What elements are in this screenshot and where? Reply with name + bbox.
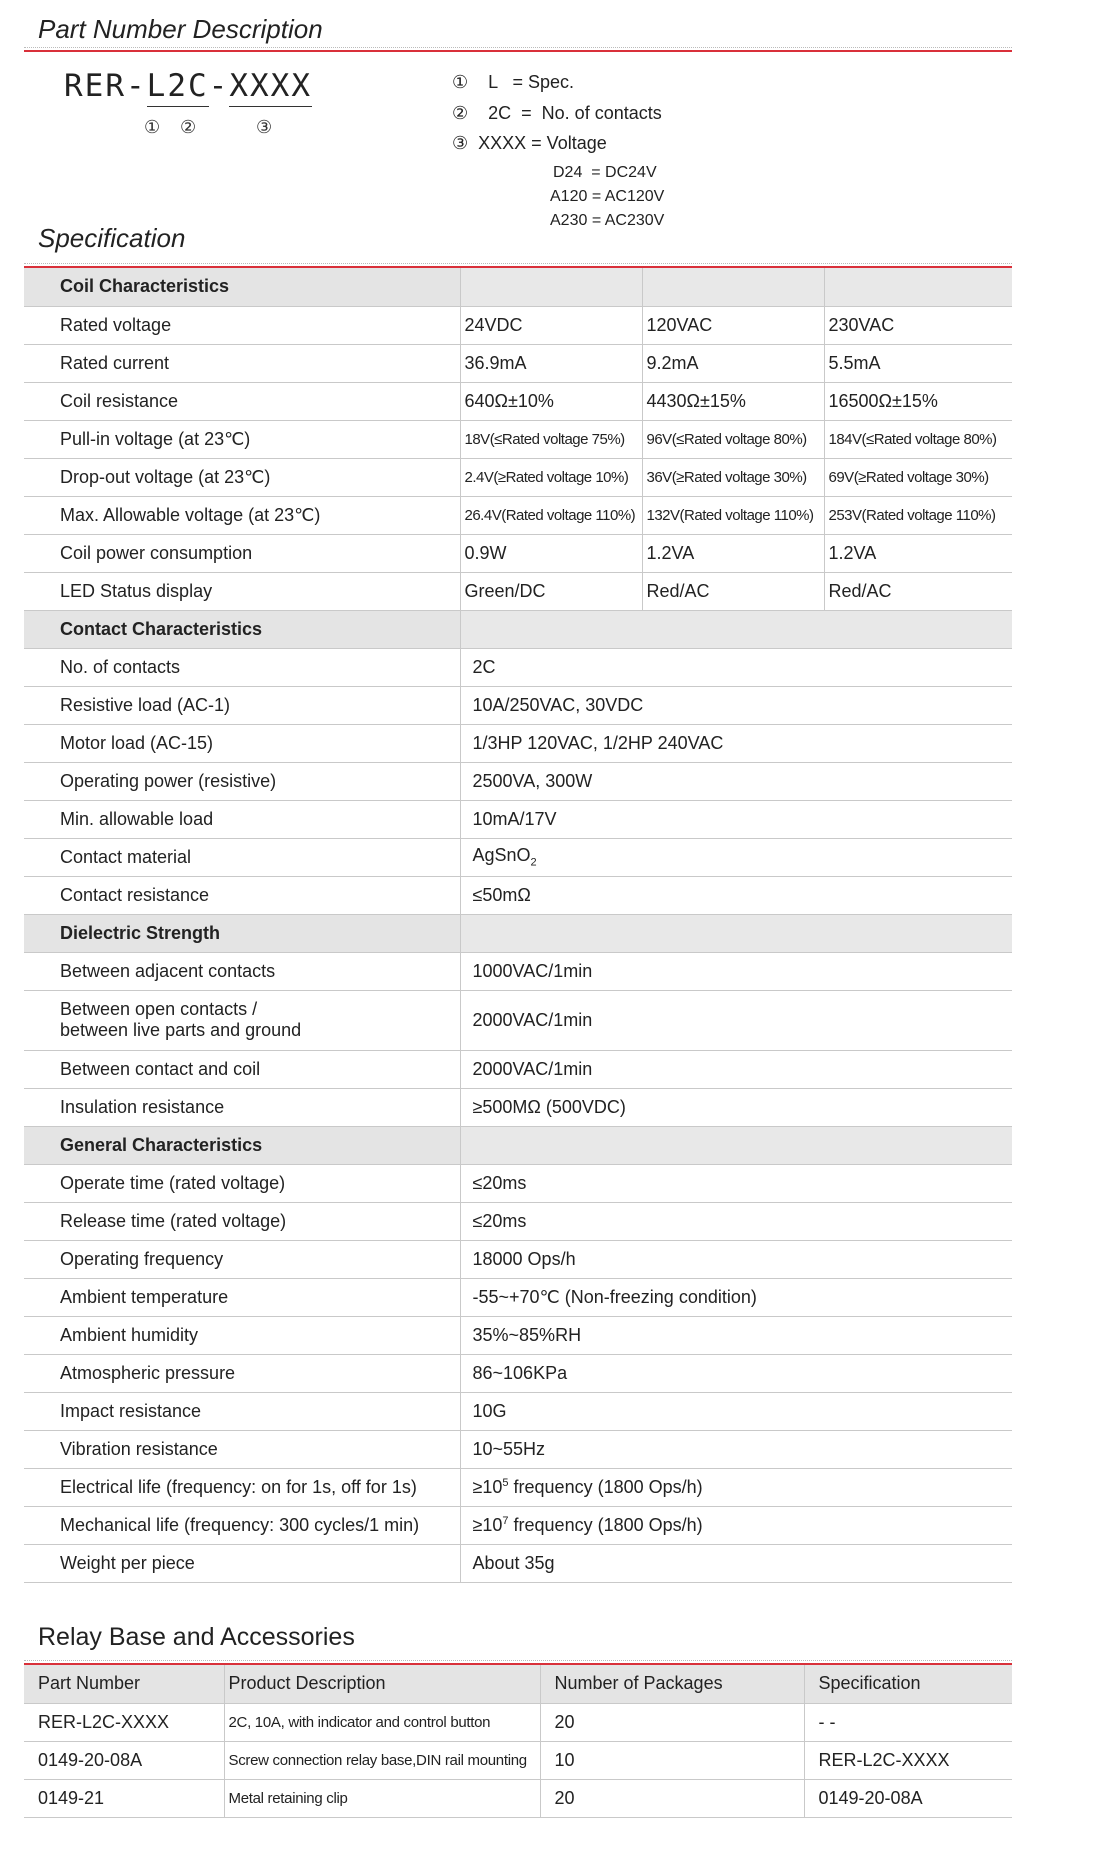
row-label: Between adjacent contacts bbox=[24, 952, 460, 990]
row-value: 10A/250VAC, 30VDC bbox=[460, 686, 1012, 724]
row-value: 10G bbox=[460, 1392, 1012, 1430]
row-label-line-1: Between open contacts / bbox=[60, 999, 258, 1019]
value-230vac: 5.5mA bbox=[824, 344, 1012, 382]
code-dash: - bbox=[208, 68, 230, 104]
row-label: Vibration resistance bbox=[24, 1430, 460, 1468]
row-value: 86~106KPa bbox=[460, 1354, 1012, 1392]
spec-row bbox=[24, 724, 1012, 762]
spec-row bbox=[24, 306, 1012, 344]
row-value: ≤50mΩ bbox=[460, 876, 1012, 914]
section-header: Coil Characteristics bbox=[24, 268, 460, 306]
row-label: Motor load (AC-15) bbox=[24, 724, 460, 762]
code-contacts: 2C bbox=[167, 68, 208, 107]
table-row bbox=[24, 1703, 1012, 1741]
section-contact bbox=[24, 610, 1012, 648]
row-value: 10mA/17V bbox=[460, 800, 1012, 838]
row-label: Contact material bbox=[24, 838, 460, 876]
spec-row bbox=[24, 420, 1012, 458]
col-specification: Specification bbox=[804, 1665, 1012, 1703]
section-general bbox=[24, 1126, 1012, 1164]
cell-part-number: RER-L2C-XXXX bbox=[24, 1703, 224, 1741]
value-230vac: 230VAC bbox=[824, 306, 1012, 344]
value-230vac: 184V(≤Rated voltage 80%) bbox=[824, 420, 1012, 458]
value-24vdc: Green/DC bbox=[460, 572, 642, 610]
table-row bbox=[24, 1779, 1012, 1817]
row-label: Electrical life (frequency: on for 1s, off for 1s) bbox=[24, 1468, 460, 1506]
row-value: About 35g bbox=[460, 1544, 1012, 1582]
spec-row bbox=[24, 1392, 1012, 1430]
row-value: 1000VAC/1min bbox=[460, 952, 1012, 990]
row-label-line-2: between live parts and ground bbox=[60, 1020, 302, 1040]
row-label: No. of contacts bbox=[24, 648, 460, 686]
row-label: Impact resistance bbox=[24, 1392, 460, 1430]
row-label: Resistive load (AC-1) bbox=[24, 686, 460, 724]
row-label: Operating frequency bbox=[24, 1240, 460, 1278]
spec-row bbox=[24, 458, 1012, 496]
value-230vac: 253V(Rated voltage 110%) bbox=[824, 496, 1012, 534]
row-label: Coil resistance bbox=[24, 382, 460, 420]
accessories-header-row bbox=[24, 1665, 1012, 1703]
value-120vac: 132V(Rated voltage 110%) bbox=[642, 496, 824, 534]
spec-row bbox=[24, 876, 1012, 914]
spec-row bbox=[24, 1088, 1012, 1126]
row-label: Min. allowable load bbox=[24, 800, 460, 838]
spec-row bbox=[24, 686, 1012, 724]
row-label: Insulation resistance bbox=[24, 1088, 460, 1126]
cell-packages: 10 bbox=[540, 1741, 804, 1779]
value-120vac: Red/AC bbox=[642, 572, 824, 610]
accessories-table bbox=[24, 1665, 1012, 1818]
spec-row bbox=[24, 1164, 1012, 1202]
specification-title: Specification bbox=[38, 223, 186, 253]
row-label: Pull-in voltage (at 23℃) bbox=[24, 420, 460, 458]
title-divider bbox=[24, 47, 1012, 52]
row-value bbox=[460, 838, 1012, 876]
cell-packages: 20 bbox=[540, 1779, 804, 1817]
row-label: Ambient temperature bbox=[24, 1278, 460, 1316]
row-label: Mechanical life (frequency: 300 cycles/1 min) bbox=[24, 1506, 460, 1544]
value-24vdc: 18V(≤Rated voltage 75%) bbox=[460, 420, 642, 458]
col-number-of-packages: Number of Packages bbox=[540, 1665, 804, 1703]
row-value: 2C bbox=[460, 648, 1012, 686]
cell-description: 2C, 10A, with indicator and control button bbox=[224, 1703, 540, 1741]
col-part-number: Part Number bbox=[24, 1665, 224, 1703]
cell-part-number: 0149-20-08A bbox=[24, 1741, 224, 1779]
row-label: Coil power consumption bbox=[24, 534, 460, 572]
row-value: 35%~85%RH bbox=[460, 1316, 1012, 1354]
cell-specification: RER-L2C-XXXX bbox=[804, 1741, 1012, 1779]
value-prefix: ≥10 bbox=[472, 1514, 503, 1535]
value-24vdc: 24VDC bbox=[460, 306, 642, 344]
section-header: Dielectric Strength bbox=[24, 914, 460, 952]
value-prefix: ≥10 bbox=[472, 1476, 503, 1497]
row-value: ≤20ms bbox=[460, 1164, 1012, 1202]
cell-description: Screw connection relay base,DIN rail mounting bbox=[224, 1741, 540, 1779]
spec-row bbox=[24, 762, 1012, 800]
row-label: Contact resistance bbox=[24, 876, 460, 914]
legend-voltage: ③ XXXX = Voltage bbox=[452, 133, 607, 153]
value-230vac: 69V(≥Rated voltage 30%) bbox=[824, 458, 1012, 496]
row-label: Rated voltage bbox=[24, 306, 460, 344]
section-header: General Characteristics bbox=[24, 1126, 460, 1164]
row-value: ≥500MΩ (500VDC) bbox=[460, 1088, 1012, 1126]
marker-3: ③ bbox=[256, 117, 273, 137]
value-230vac: 1.2VA bbox=[824, 534, 1012, 572]
spec-row bbox=[24, 1278, 1012, 1316]
cell-packages: 20 bbox=[540, 1703, 804, 1741]
row-label: Rated current bbox=[24, 344, 460, 382]
section-header: Contact Characteristics bbox=[24, 610, 460, 648]
value-230vac: 16500Ω±15% bbox=[824, 382, 1012, 420]
spec-row bbox=[24, 800, 1012, 838]
spec-row bbox=[24, 1354, 1012, 1392]
row-value: ≤20ms bbox=[460, 1202, 1012, 1240]
cell-description: Metal retaining clip bbox=[224, 1779, 540, 1817]
value-120vac: 4430Ω±15% bbox=[642, 382, 824, 420]
spec-row bbox=[24, 496, 1012, 534]
row-label: Max. Allowable voltage (at 23℃) bbox=[24, 496, 460, 534]
row-label: Ambient humidity bbox=[24, 1316, 460, 1354]
spec-row bbox=[24, 1544, 1012, 1582]
code-prefix: RER- bbox=[64, 68, 147, 104]
spec-row bbox=[24, 1316, 1012, 1354]
row-value: 18000 Ops/h bbox=[460, 1240, 1012, 1278]
value-24vdc: 2.4V(≥Rated voltage 10%) bbox=[460, 458, 642, 496]
spec-row bbox=[24, 344, 1012, 382]
value-120vac: 1.2VA bbox=[642, 534, 824, 572]
row-value bbox=[460, 1506, 1012, 1544]
spec-row bbox=[24, 572, 1012, 610]
row-label: Drop-out voltage (at 23℃) bbox=[24, 458, 460, 496]
value-120vac: 36V(≥Rated voltage 30%) bbox=[642, 458, 824, 496]
spec-row bbox=[24, 1430, 1012, 1468]
row-value: 2000VAC/1min bbox=[460, 1050, 1012, 1088]
spec-row bbox=[24, 382, 1012, 420]
spec-row bbox=[24, 838, 1012, 876]
code-voltage: XXXX bbox=[229, 68, 312, 107]
accessories-title: Relay Base and Accessories bbox=[38, 1623, 355, 1651]
part-number-title: Part Number Description bbox=[38, 14, 323, 44]
row-label: Release time (rated voltage) bbox=[24, 1202, 460, 1240]
value-exponent: 5 bbox=[502, 1476, 509, 1489]
legend-contacts: ② 2C = No. of contacts bbox=[452, 103, 662, 123]
row-value: 1/3HP 120VAC, 1/2HP 240VAC bbox=[460, 724, 1012, 762]
part-number-code bbox=[64, 68, 312, 104]
spec-row bbox=[24, 534, 1012, 572]
spec-row bbox=[24, 648, 1012, 686]
value-230vac: Red/AC bbox=[824, 572, 1012, 610]
value-24vdc: 0.9W bbox=[460, 534, 642, 572]
row-label bbox=[24, 990, 460, 1050]
row-label: Operating power (resistive) bbox=[24, 762, 460, 800]
cell-specification: 0149-20-08A bbox=[804, 1779, 1012, 1817]
spec-row bbox=[24, 1202, 1012, 1240]
cell-specification: - - bbox=[804, 1703, 1012, 1741]
marker-1: ① bbox=[144, 117, 161, 137]
voltage-code-d24: D24 = DC24V bbox=[553, 164, 657, 181]
voltage-code-a230: A230 = AC230V bbox=[550, 212, 665, 229]
spec-row bbox=[24, 1050, 1012, 1088]
marker-2: ② bbox=[180, 117, 197, 137]
spec-row bbox=[24, 1506, 1012, 1544]
material-subscript: 2 bbox=[530, 856, 537, 869]
specification-table bbox=[24, 268, 1012, 1583]
legend-spec: ① L = Spec. bbox=[452, 72, 575, 92]
value-120vac: 96V(≤Rated voltage 80%) bbox=[642, 420, 824, 458]
row-label: Atmospheric pressure bbox=[24, 1354, 460, 1392]
row-value bbox=[460, 1468, 1012, 1506]
col-product-description: Product Description bbox=[224, 1665, 540, 1703]
row-label: Between contact and coil bbox=[24, 1050, 460, 1088]
row-value: 10~55Hz bbox=[460, 1430, 1012, 1468]
value-suffix: frequency (1800 Ops/h) bbox=[508, 1514, 703, 1535]
row-value: 2500VA, 300W bbox=[460, 762, 1012, 800]
row-value: 2000VAC/1min bbox=[460, 990, 1012, 1050]
value-exponent: 7 bbox=[502, 1514, 509, 1527]
cell-part-number: 0149-21 bbox=[24, 1779, 224, 1817]
value-120vac: 120VAC bbox=[642, 306, 824, 344]
section-dielectric bbox=[24, 914, 1012, 952]
row-value: -55~+70℃ (Non-freezing condition) bbox=[460, 1278, 1012, 1316]
material-formula: AgSnO bbox=[472, 845, 531, 866]
spec-row bbox=[24, 990, 1012, 1050]
value-suffix: frequency (1800 Ops/h) bbox=[508, 1476, 703, 1497]
value-24vdc: 26.4V(Rated voltage 110%) bbox=[460, 496, 642, 534]
voltage-code-a120: A120 = AC120V bbox=[550, 188, 665, 205]
code-spec: L bbox=[147, 68, 168, 107]
row-label: Operate time (rated voltage) bbox=[24, 1164, 460, 1202]
value-24vdc: 36.9mA bbox=[460, 344, 642, 382]
spec-row bbox=[24, 1468, 1012, 1506]
table-row bbox=[24, 1741, 1012, 1779]
spec-row bbox=[24, 952, 1012, 990]
section-coil bbox=[24, 268, 1012, 306]
row-label: Weight per piece bbox=[24, 1544, 460, 1582]
row-label: LED Status display bbox=[24, 572, 460, 610]
value-120vac: 9.2mA bbox=[642, 344, 824, 382]
value-24vdc: 640Ω±10% bbox=[460, 382, 642, 420]
spec-row bbox=[24, 1240, 1012, 1278]
